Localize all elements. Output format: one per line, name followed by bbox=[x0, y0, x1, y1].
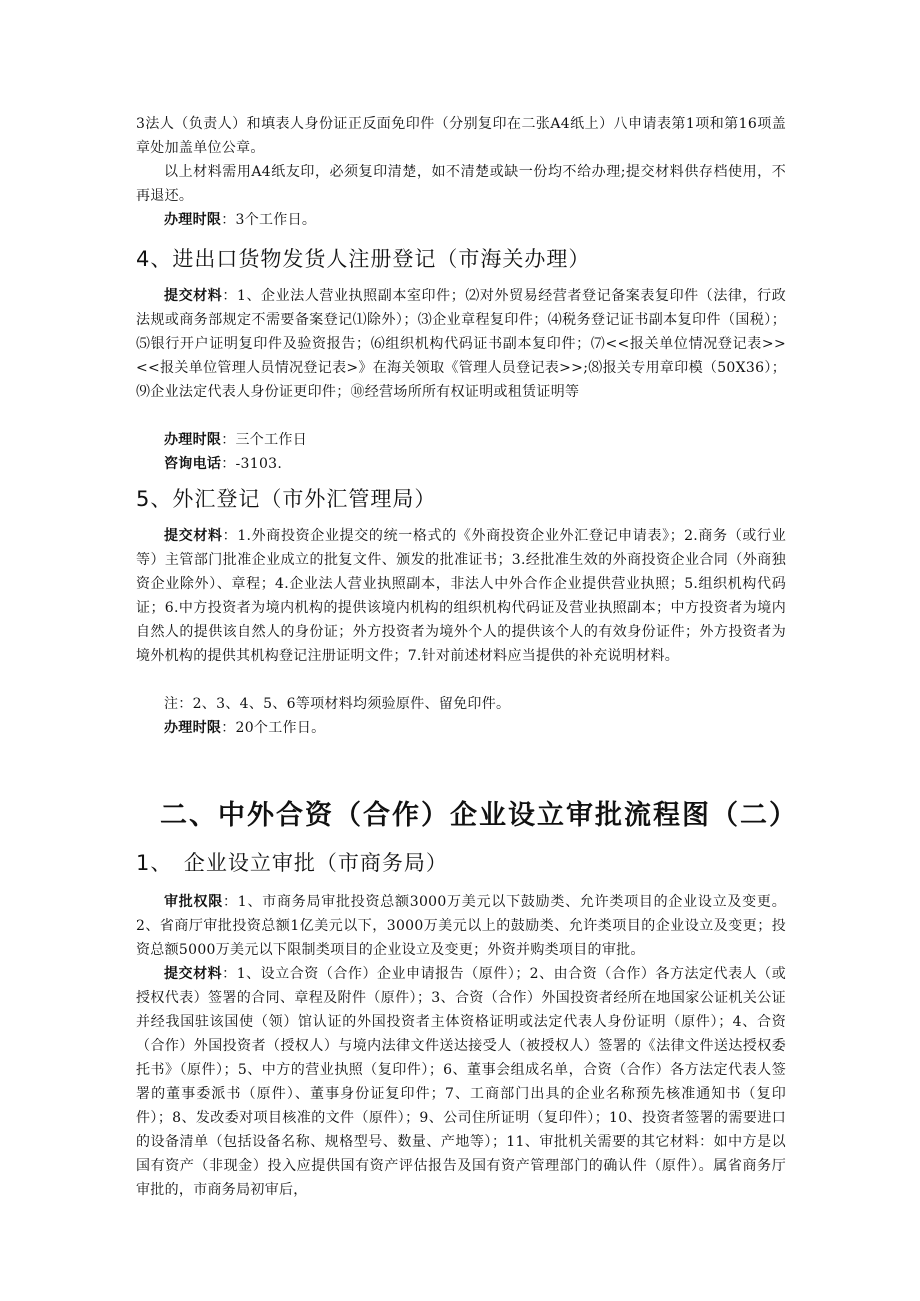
chapter-title: 二、中外合资（合作）企业设立审批流程图（二） bbox=[160, 800, 798, 831]
processing-time-value: ：三个工作日 bbox=[221, 432, 308, 448]
consult-phone-label: 咨询电话 bbox=[164, 456, 222, 472]
processing-time-value: ：20个工作日。 bbox=[221, 720, 326, 736]
note-originals: 注：2、3、4、5、6等项材料均须验原件、留免印件。 bbox=[164, 696, 511, 712]
materials-text: ：1、企业法人营业执照副本室印件；⑵对外贸易经营者登记备案表复印件（法律，行政法规或商务部规定不需要备案登记⑴除外）；⑶企业章程复印件；⑷税务登记证书副本复印件（国税）；⑸银行开户证明复印件及验资报告；⑹组织机构代码证书副本复印件；⑺<<报关单位情况登记表>><<报关单位管理人员情况登记表>》在海关领取《管理人员登记表>>;⑻报关专用章印模（50X36）；⑼企业法定代表人身份证更印件；⑩经营场所所有权证明或租赁证明等 bbox=[136, 288, 787, 400]
section-heading-forex: 5、外汇登记（市外汇管理局） bbox=[136, 487, 437, 511]
approval-authority bbox=[136, 890, 786, 962]
materials-label: 提交材料 bbox=[164, 528, 223, 544]
section-heading-approval: 1、 企业设立审批（市商务局） bbox=[136, 851, 448, 875]
authority-text: ：1、市商务局审批投资总额3000万美元以下鼓励类、允许类项目的企业设立及变更。2、省商厅审批投资总额1亿美元以下，3000万美元以上的鼓励类、允许类项目的企业设立及变更；投资总额5000万美元以下限制类项目的企业设立及变更；外资并购类项目的审批。 bbox=[136, 894, 786, 958]
paragraph-id-copies: 3法人（负责人）和填表人身份证正反面免印件（分别复印在二张A4纸上）八申请表第1项和第16项盖章处加盖单位公章。 bbox=[136, 116, 786, 156]
forex-materials bbox=[136, 524, 786, 668]
materials-text: ：1.外商投资企业提交的统一格式的《外商投资企业外汇登记申请表》；2.商务（或行业等）主管部门批准企业成立的批复文件、颁发的批准证书；3.经批准生效的外商投资企业合同（外商独资企业除外）、章程；4.企业法人营业执照副本，非法人中外合作企业提供营业执照；5.组织机构代码证；6.中方投资者为境内机构的提供该境内机构的组织机构代码证及营业执照副本；中方投资者为境内自然人的提供该自然人的身份证；外方投资者为境外个人的提供该个人的有效身份证件；外方投资者为境外机构的提供其机构登记注册证明文件；7.针对前述材料应当提供的补充说明材料。 bbox=[136, 528, 787, 664]
processing-time-1 bbox=[136, 208, 786, 232]
materials-label: 提交材料 bbox=[164, 966, 223, 982]
processing-time-label: 办理时限 bbox=[164, 212, 222, 228]
processing-time-label: 办理时限 bbox=[164, 432, 222, 448]
consult-phone bbox=[136, 452, 786, 476]
processing-time-3 bbox=[136, 716, 786, 740]
processing-time-2 bbox=[136, 428, 786, 452]
authority-label: 审批权限 bbox=[164, 894, 224, 910]
processing-time-label: 办理时限 bbox=[164, 720, 222, 736]
materials-text: ：1、设立合资（合作）企业申请报告（原件）；2、由合资（合作）各方法定代表人（或授权代表）签署的合同、章程及附件（原件）；3、合资（合作）外国投资者经所在地国家公证机关公证并经我国驻该国使（领）馆认证的外国投资者主体资格证明或法定代表人身份证明（原件）；4、合资（合作）外国投资者（授权人）与境内法律文件送达接受人（被授权人）签署的《法律文件送达授权委托书》（原件）；5、中方的营业执照（复印件）；6、董事会组成名单，合资（合作）各方法定代表人签署的董事委派书（原件）、董事身份证复印件；7、工商部门出具的企业名称预先核准通知书（复印件）；8、发改委对项目核准的文件（原件）；9、公司住所证明（复印件）；10、投资者签署的需要进口的设备清单（包括设备名称、规格型号、数量、产地等）；11、审批机关需要的其它材料：如中方是以国有资产（非现金）投入应提供国有资产评估报告及国有资产管理部门的确认件（原件）。属省商务厅审批的，市商务局初审后， bbox=[136, 966, 787, 1198]
section-heading-customs: 4、进出口货物发货人注册登记（市海关办理） bbox=[136, 247, 591, 271]
consult-phone-value: ：-3103. bbox=[221, 456, 283, 472]
approval-materials bbox=[136, 962, 786, 1202]
processing-time-value: ：3个工作日。 bbox=[221, 212, 317, 228]
customs-materials bbox=[136, 284, 786, 404]
paragraph-copy-note: 以上材料需用A4纸友印，必须复印清楚，如不清楚或缺一份均不给办理;提交材料供存档使用，不再退还。 bbox=[136, 164, 786, 204]
materials-label: 提交材料 bbox=[164, 288, 223, 304]
